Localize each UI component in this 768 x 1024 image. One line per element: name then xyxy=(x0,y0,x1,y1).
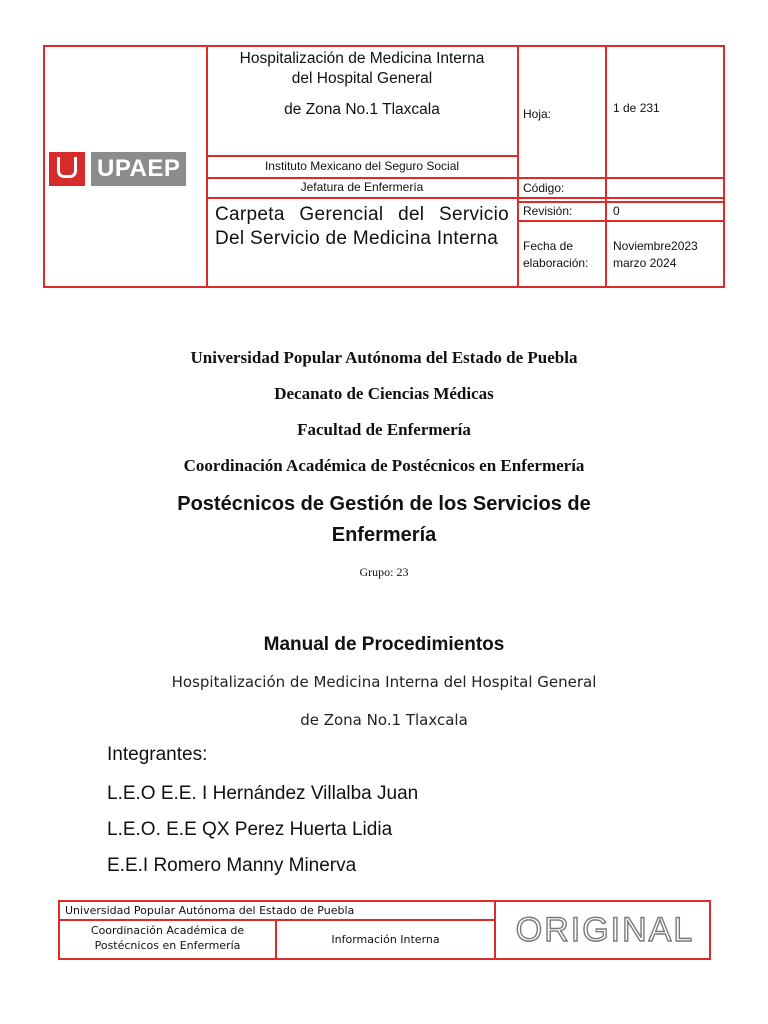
manual-subtitle-line: de Zona No.1 Tlaxcala xyxy=(300,711,468,729)
divider xyxy=(206,197,725,199)
fecha-label-line: Fecha de xyxy=(523,239,574,253)
footer-coordination-line: Coordinación Académica de xyxy=(90,924,245,937)
faculty-name: Facultad de Enfermería xyxy=(297,420,471,439)
program-title-line: Postécnicos de Gestión de los Servicios de xyxy=(177,493,591,515)
fecha-label-line: elaboración: xyxy=(523,256,589,270)
manual-title: Manual de Procedimientos xyxy=(263,634,505,655)
fecha-label xyxy=(523,238,588,272)
fecha-value-line: Noviembre2023 xyxy=(613,239,698,253)
footer-coordination-line: Postécnicos en Enfermería xyxy=(94,939,241,952)
codigo-label: Código: xyxy=(523,181,565,195)
divider xyxy=(517,201,725,203)
member-name: L.E.O. E.E QX Perez Huerta Lidia xyxy=(107,819,393,840)
divider xyxy=(206,155,517,157)
institute-name: Instituto Mexicano del Seguro Social xyxy=(264,159,460,173)
fecha-value xyxy=(613,238,698,272)
divider xyxy=(517,47,519,286)
document-title xyxy=(209,49,515,120)
hoja-label: Hoja: xyxy=(523,107,552,121)
deanery-name: Decanato de Ciencias Médicas xyxy=(274,384,494,403)
member-name: L.E.O E.E. I Hernández Villalba Juan xyxy=(107,783,419,804)
folder-title: Carpeta Gerencial del Servicio Del Servicio de Medicina Interna xyxy=(215,204,509,249)
footer-info-label: Información Interna xyxy=(331,933,440,946)
coordination-name: Coordinación Académica de Postécnicos en Enfermería xyxy=(183,456,585,475)
members-label: Integrantes: xyxy=(107,744,208,765)
original-stamp: ORIGINAL xyxy=(515,910,695,949)
upaep-logo-word: UPAEP xyxy=(91,152,186,186)
department-name: Jefatura de Enfermería xyxy=(300,180,424,194)
document-footer-table xyxy=(58,900,711,960)
divider xyxy=(206,47,208,286)
divider xyxy=(206,177,725,179)
group-number: Grupo: 23 xyxy=(359,565,409,579)
program-title-line: Enfermería xyxy=(331,524,437,546)
upaep-logo xyxy=(49,151,199,187)
manual-subtitle-line: Hospitalización de Medicina Interna del Hospital General xyxy=(171,673,597,691)
footer-university: Universidad Popular Autónoma del Estado de Puebla xyxy=(65,904,355,917)
fecha-value-line: marzo 2024 xyxy=(613,256,677,270)
program-title xyxy=(0,489,768,551)
revision-value: 0 xyxy=(613,204,620,218)
footer-coordination xyxy=(60,923,275,953)
divider xyxy=(517,220,725,222)
title-line: de Zona No.1 Tlaxcala xyxy=(284,101,440,118)
hoja-value: 1 de 231 xyxy=(613,101,660,115)
document-header-table xyxy=(43,45,725,288)
divider xyxy=(605,47,607,286)
divider xyxy=(494,902,496,958)
upaep-logo-mark xyxy=(49,152,85,186)
member-name: E.E.I Romero Manny Minerva xyxy=(107,855,357,876)
title-line: del Hospital General xyxy=(291,70,433,87)
title-line: Hospitalización de Medicina Interna xyxy=(239,50,485,67)
divider xyxy=(60,919,494,921)
revision-label: Revisión: xyxy=(523,204,573,218)
university-name: Universidad Popular Autónoma del Estado de Puebla xyxy=(190,348,578,367)
